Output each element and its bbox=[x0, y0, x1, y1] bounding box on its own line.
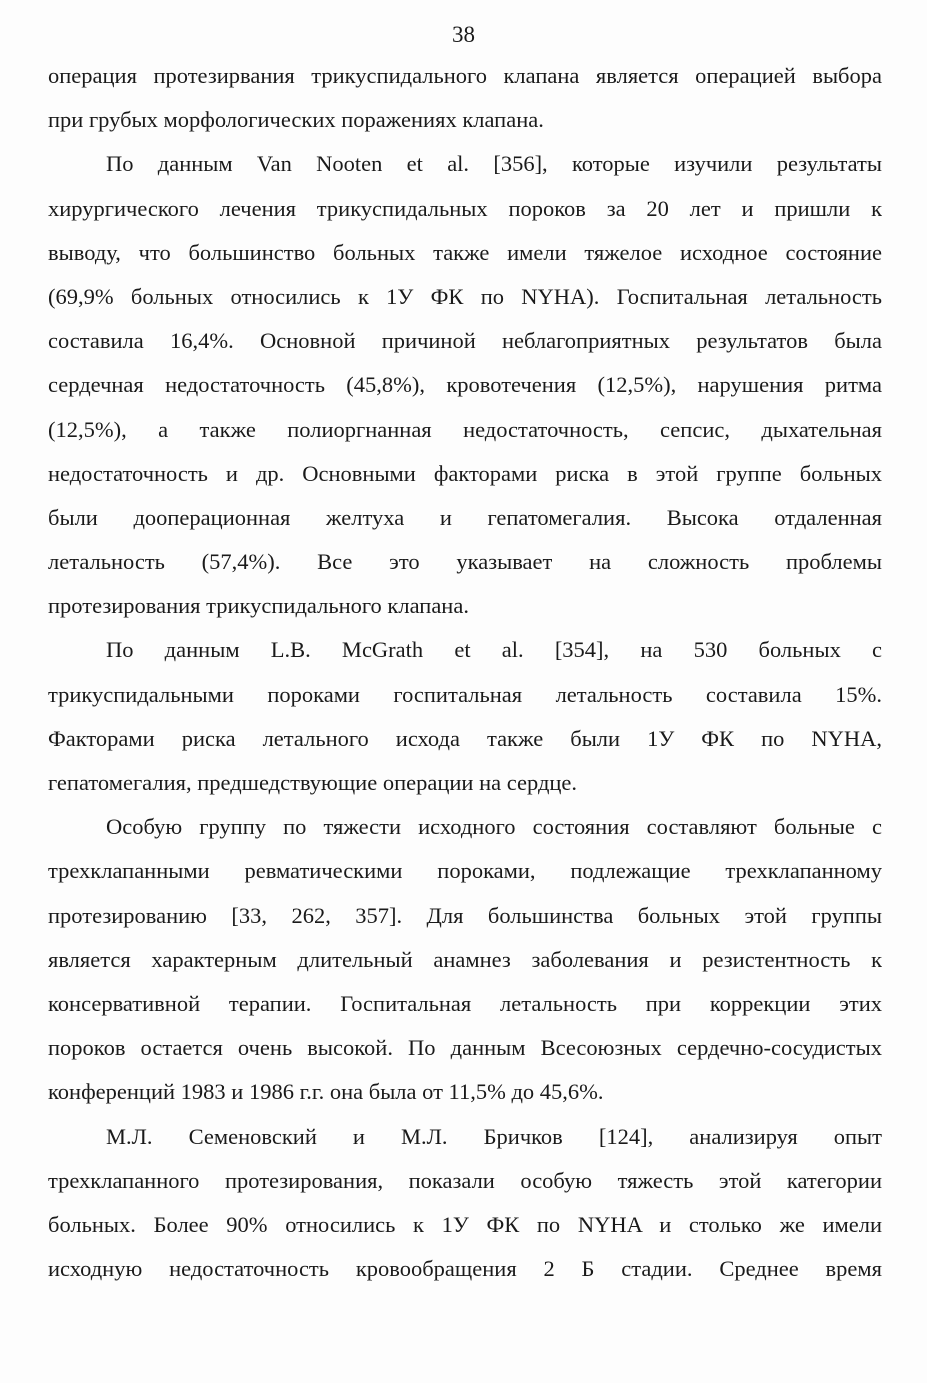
text-line: протезированию [33, 262, 357]. Для большинства больных этой группы bbox=[48, 902, 882, 928]
text-line: трехклапанными ревматическими пороками, подлежащие трехклапанному bbox=[48, 858, 882, 884]
text-line: больных. Более 90% относились к 1У ФК по NYHA и столько же имели bbox=[48, 1211, 882, 1237]
text-line: операция протезирвания трикуспидального клапана является операцией выбора bbox=[48, 63, 882, 88]
text-line: составила 16,4%. Основной причиной неблагоприятных результатов была bbox=[48, 328, 882, 354]
text-line: гепатомегалия, предшедствующие операции на сердце. bbox=[48, 770, 578, 795]
text-line: сердечная недостаточность (45,8%), кровотечения (12,5%), нарушения ритма bbox=[48, 372, 882, 398]
text-line: консервативной терапии. Госпитальная летальность при коррекции этих bbox=[48, 990, 882, 1016]
text-line: трикуспидальными пороками госпитальная летальность составила 15%. bbox=[48, 681, 882, 707]
text-line: конференций 1983 и 1986 г.г. она была от 11,5% до 45,6%. bbox=[48, 1079, 604, 1105]
text-line: летальность (57,4%). Все это указывает на сложность проблемы bbox=[48, 549, 882, 575]
text-line: были дооперационная желтуха и гепатомегалия. Высока отдаленная bbox=[48, 504, 882, 530]
text-line: трехклапанного протезирования, показали особую тяжесть этой категории bbox=[48, 1167, 882, 1193]
text-line: Факторами риска летального исхода также были 1У ФК по NYHA, bbox=[48, 725, 882, 751]
text-line: исходную недостаточность кровообращения 2 Б стадии. Среднее время bbox=[48, 1256, 882, 1282]
page-number: 38 bbox=[452, 22, 475, 47]
text-line: (69,9% больных относились к 1У ФК по NYHA). Госпитальная летальность bbox=[48, 283, 882, 309]
text-line: По данным Van Nooten et al. [356], которые изучили результаты bbox=[106, 151, 882, 177]
text-line: является характерным длительный анамнез заболевания и резистентность к bbox=[48, 946, 882, 972]
text-line: По данным L.B. McGrath et al. [354], на 530 больных с bbox=[106, 637, 882, 663]
text-line: М.Л. Семеновский и М.Л. Бричков [124], анализируя опыт bbox=[106, 1123, 882, 1149]
text-line: протезирования трикуспидального клапана. bbox=[48, 593, 469, 619]
body-text bbox=[48, 54, 882, 1291]
text-line: недостаточность и др. Основными факторами риска в этой группе больных bbox=[48, 460, 882, 486]
text-line: Особую группу по тяжести исходного состояния составляют больные с bbox=[106, 814, 882, 840]
text-line: выводу, что большинство больных также имели тяжелое исходное состояние bbox=[48, 239, 882, 265]
text-line: хирургического лечения трикуспидальных пороков за 20 лет и пришли к bbox=[48, 195, 882, 221]
text-line: (12,5%), а также полиоргнанная недостаточность, сепсис, дыхательная bbox=[48, 416, 882, 442]
text-line: при грубых морфологических поражениях клапана. bbox=[48, 107, 544, 133]
text-line: пороков остается очень высокой. По данным Всесоюзных сердечно-сосудистых bbox=[48, 1035, 882, 1061]
